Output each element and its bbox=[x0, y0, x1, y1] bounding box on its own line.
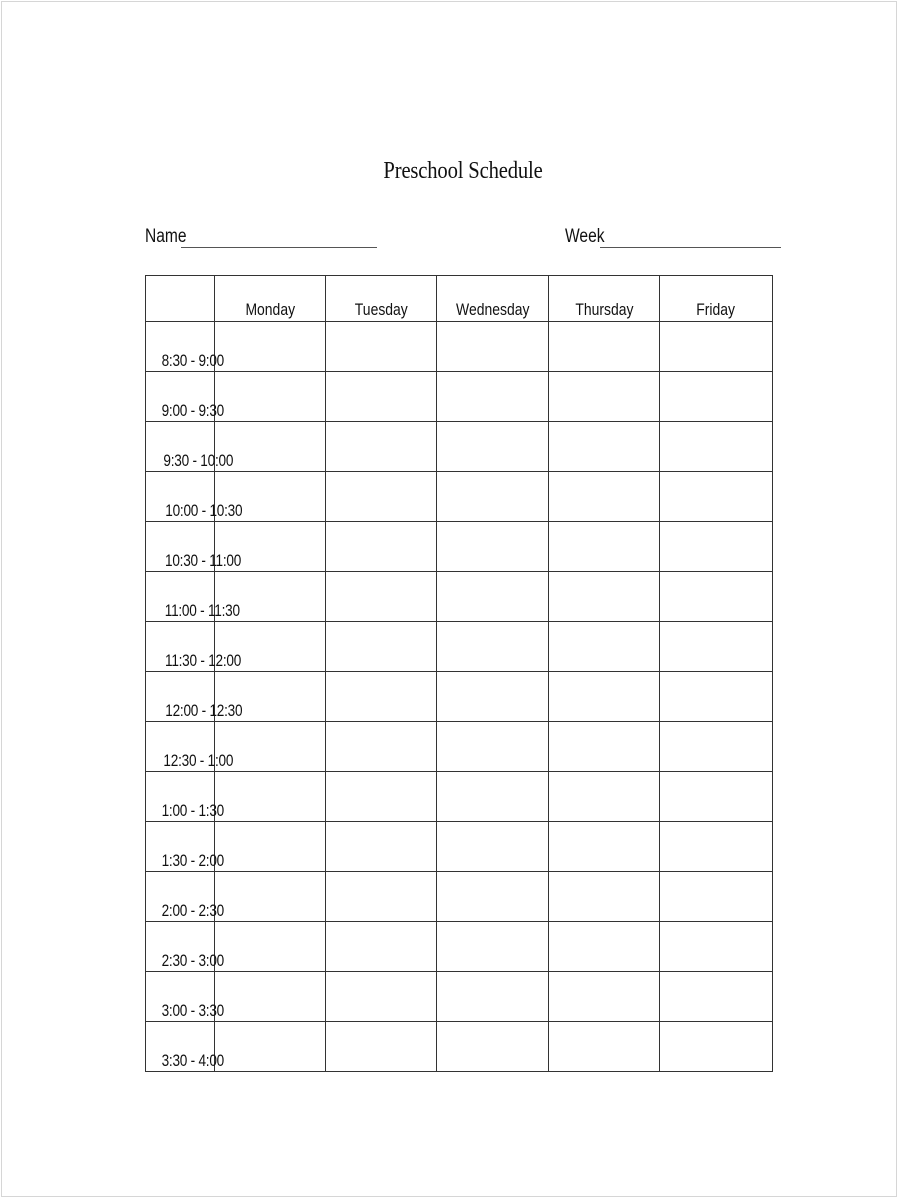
schedule-cell[interactable] bbox=[660, 672, 773, 722]
table-row bbox=[146, 422, 773, 472]
name-field[interactable] bbox=[181, 247, 377, 248]
schedule-cell[interactable] bbox=[215, 822, 326, 872]
schedule-cell[interactable] bbox=[326, 472, 437, 522]
corner-cell bbox=[146, 276, 215, 322]
day-header-label: Wednesday bbox=[455, 300, 530, 319]
time-slot-cell bbox=[146, 422, 234, 472]
schedule-cell[interactable] bbox=[326, 672, 437, 722]
schedule-cell[interactable] bbox=[437, 922, 549, 972]
schedule-cell[interactable] bbox=[549, 372, 660, 422]
day-header bbox=[549, 276, 660, 322]
time-slot-cell bbox=[146, 822, 224, 872]
schedule-cell[interactable] bbox=[215, 322, 326, 372]
table-row bbox=[146, 372, 773, 422]
schedule-cell[interactable] bbox=[215, 922, 326, 972]
table-row bbox=[146, 322, 773, 372]
time-slot-label: 3:30 - 4:00 bbox=[161, 1051, 224, 1070]
week-field[interactable] bbox=[600, 247, 781, 248]
time-slot-label: 10:00 - 10:30 bbox=[165, 501, 243, 520]
table-row bbox=[146, 522, 773, 572]
table-row bbox=[146, 622, 773, 672]
schedule-cell[interactable] bbox=[660, 422, 773, 472]
schedule-cell[interactable] bbox=[549, 822, 660, 872]
schedule-cell[interactable] bbox=[549, 422, 660, 472]
table-row bbox=[146, 972, 773, 1022]
table-row bbox=[146, 572, 773, 622]
schedule-cell[interactable] bbox=[437, 322, 549, 372]
schedule-cell[interactable] bbox=[549, 672, 660, 722]
schedule-cell[interactable] bbox=[437, 972, 549, 1022]
schedule-cell[interactable] bbox=[326, 1022, 437, 1072]
day-header-label: Monday bbox=[245, 300, 295, 319]
schedule-cell[interactable] bbox=[660, 922, 773, 972]
schedule-cell[interactable] bbox=[660, 822, 773, 872]
table-row bbox=[146, 872, 773, 922]
time-slot-cell bbox=[146, 772, 224, 822]
schedule-cell[interactable] bbox=[215, 872, 326, 922]
time-slot-cell bbox=[146, 322, 224, 372]
schedule-cell[interactable] bbox=[437, 422, 549, 472]
table-row bbox=[146, 472, 773, 522]
schedule-cell[interactable] bbox=[549, 872, 660, 922]
schedule-cell[interactable] bbox=[549, 322, 660, 372]
name-label: Name bbox=[145, 226, 187, 247]
schedule-cell[interactable] bbox=[549, 572, 660, 622]
schedule-cell[interactable] bbox=[326, 322, 437, 372]
schedule-cell[interactable] bbox=[215, 772, 326, 822]
schedule-cell[interactable] bbox=[437, 672, 549, 722]
schedule-cell[interactable] bbox=[549, 772, 660, 822]
time-slot-cell bbox=[146, 972, 224, 1022]
week-label: Week bbox=[565, 226, 605, 247]
time-slot-label: 9:30 - 10:00 bbox=[163, 451, 234, 470]
table-row bbox=[146, 672, 773, 722]
day-header bbox=[215, 276, 326, 322]
schedule-cell[interactable] bbox=[437, 872, 549, 922]
schedule-cell[interactable] bbox=[549, 522, 660, 572]
schedule-cell[interactable] bbox=[660, 522, 773, 572]
schedule-cell[interactable] bbox=[660, 872, 773, 922]
schedule-cell[interactable] bbox=[326, 972, 437, 1022]
table-row bbox=[146, 772, 773, 822]
day-header bbox=[326, 276, 437, 322]
schedule-cell[interactable] bbox=[660, 572, 773, 622]
table-row bbox=[146, 1022, 773, 1072]
schedule-cell[interactable] bbox=[437, 722, 549, 772]
schedule-cell[interactable] bbox=[660, 372, 773, 422]
schedule-cell[interactable] bbox=[326, 572, 437, 622]
time-slot-label: 12:00 - 12:30 bbox=[165, 701, 243, 720]
schedule-cell[interactable] bbox=[549, 922, 660, 972]
schedule-cell[interactable] bbox=[215, 1022, 326, 1072]
schedule-cell[interactable] bbox=[660, 322, 773, 372]
schedule-cell[interactable] bbox=[437, 622, 549, 672]
table-row bbox=[146, 822, 773, 872]
time-slot-label: 1:00 - 1:30 bbox=[161, 801, 224, 820]
schedule-cell[interactable] bbox=[437, 372, 549, 422]
time-slot-label: 2:30 - 3:00 bbox=[161, 951, 224, 970]
schedule-cell[interactable] bbox=[660, 1022, 773, 1072]
table-row bbox=[146, 922, 773, 972]
schedule-cell[interactable] bbox=[437, 822, 549, 872]
time-slot-cell bbox=[146, 572, 240, 622]
header-row bbox=[146, 276, 773, 322]
time-slot-cell bbox=[146, 372, 224, 422]
schedule-cell[interactable] bbox=[326, 422, 437, 472]
day-header-label: Friday bbox=[696, 300, 736, 319]
time-slot-cell bbox=[146, 1022, 224, 1072]
schedule-cell[interactable] bbox=[549, 472, 660, 522]
schedule-cell[interactable] bbox=[437, 1022, 549, 1072]
time-slot-cell bbox=[146, 622, 242, 672]
schedule-cell[interactable] bbox=[660, 622, 773, 672]
schedule-cell[interactable] bbox=[326, 772, 437, 822]
time-slot-cell bbox=[146, 922, 224, 972]
schedule-cell[interactable] bbox=[215, 372, 326, 422]
schedule-cell[interactable] bbox=[437, 472, 549, 522]
schedule-cell[interactable] bbox=[549, 622, 660, 672]
time-slot-label: 3:00 - 3:30 bbox=[161, 1001, 224, 1020]
schedule-cell[interactable] bbox=[326, 622, 437, 672]
time-slot-label: 9:00 - 9:30 bbox=[161, 401, 224, 420]
table-row bbox=[146, 722, 773, 772]
schedule-cell[interactable] bbox=[437, 522, 549, 572]
schedule-cell[interactable] bbox=[660, 972, 773, 1022]
schedule-cell[interactable] bbox=[549, 972, 660, 1022]
time-slot-label: 1:30 - 2:00 bbox=[161, 851, 224, 870]
schedule-cell[interactable] bbox=[437, 572, 549, 622]
schedule-cell[interactable] bbox=[326, 372, 437, 422]
schedule-cell[interactable] bbox=[549, 722, 660, 772]
schedule-cell[interactable] bbox=[326, 722, 437, 772]
schedule-cell[interactable] bbox=[326, 872, 437, 922]
schedule-cell[interactable] bbox=[660, 722, 773, 772]
time-slot-label: 11:00 - 11:30 bbox=[164, 601, 240, 620]
time-slot-label: 2:00 - 2:30 bbox=[161, 901, 224, 920]
time-slot-label: 12:30 - 1:00 bbox=[163, 751, 234, 770]
schedule-cell[interactable] bbox=[437, 772, 549, 822]
time-slot-cell bbox=[146, 722, 234, 772]
day-header-label: Thursday bbox=[574, 300, 634, 319]
day-header bbox=[437, 276, 549, 322]
day-header bbox=[660, 276, 773, 322]
schedule-table bbox=[145, 275, 773, 1072]
time-slot-label: 10:30 - 11:00 bbox=[165, 551, 242, 570]
time-slot-cell bbox=[146, 472, 243, 522]
time-slot-cell bbox=[146, 872, 224, 922]
schedule-cell[interactable] bbox=[326, 522, 437, 572]
page-title: Preschool Schedule bbox=[383, 158, 543, 184]
schedule-cell[interactable] bbox=[660, 472, 773, 522]
time-slot-cell bbox=[146, 522, 242, 572]
time-slot-label: 8:30 - 9:00 bbox=[161, 351, 224, 370]
schedule-cell[interactable] bbox=[326, 922, 437, 972]
day-header-label: Tuesday bbox=[354, 300, 408, 319]
time-slot-cell bbox=[146, 672, 243, 722]
schedule-cell[interactable] bbox=[326, 822, 437, 872]
schedule-cell[interactable] bbox=[549, 1022, 660, 1072]
schedule-cell[interactable] bbox=[215, 972, 326, 1022]
schedule-cell[interactable] bbox=[660, 772, 773, 822]
time-slot-label: 11:30 - 12:00 bbox=[165, 651, 242, 670]
